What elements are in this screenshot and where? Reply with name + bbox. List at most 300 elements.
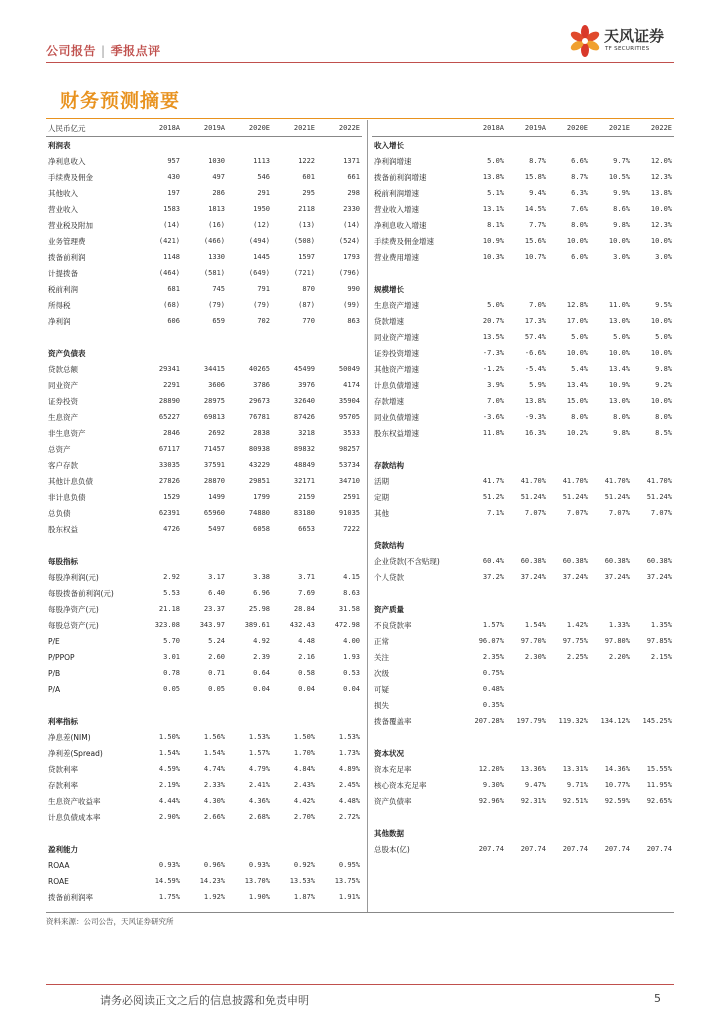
row-value xyxy=(548,809,590,825)
row-value: 97.80% xyxy=(604,637,630,645)
table-row xyxy=(372,489,674,505)
row-value: 2.35% xyxy=(482,653,504,661)
row-value: 207.74 xyxy=(478,845,504,853)
row-value xyxy=(548,457,590,473)
row-value: 0.75% xyxy=(482,669,504,677)
row-value: 28870 xyxy=(203,477,225,485)
row-value: 0.93% xyxy=(158,861,180,869)
row-value xyxy=(548,441,590,457)
row-value xyxy=(317,345,362,361)
row-label: 每股拨备前利润(元) xyxy=(48,588,114,598)
row-value xyxy=(272,553,317,569)
row-value: 1.70% xyxy=(293,749,315,757)
row-value: 432.43 xyxy=(289,621,315,629)
breadcrumb-separator: | xyxy=(101,44,106,58)
row-value: 5.9% xyxy=(529,381,546,389)
row-value: 92.65% xyxy=(646,797,672,805)
year-header: 2022E xyxy=(317,120,362,137)
row-value: 1030 xyxy=(208,157,225,165)
table-row xyxy=(372,329,674,345)
row-value: 1.54% xyxy=(158,749,180,757)
row-value: 76781 xyxy=(248,413,270,421)
row-value xyxy=(506,825,548,841)
column-divider xyxy=(367,120,368,912)
row-value: 1.56% xyxy=(203,733,225,741)
row-value: (421) xyxy=(158,237,180,245)
row-value: 2838 xyxy=(253,429,270,437)
row-value xyxy=(590,665,632,681)
row-value: 37.24% xyxy=(646,573,672,581)
row-value: 389.61 xyxy=(244,621,270,629)
row-value xyxy=(590,441,632,457)
row-value xyxy=(138,697,182,713)
row-value: 97.75% xyxy=(562,637,588,645)
row-value: 9.7% xyxy=(613,157,630,165)
row-value: 14.59% xyxy=(154,877,180,885)
row-value: 2.15% xyxy=(650,653,672,661)
row-value xyxy=(227,345,272,361)
row-value: 12.8% xyxy=(566,301,588,309)
row-value: 7.1% xyxy=(487,509,504,517)
year-header: 2018A xyxy=(138,120,182,137)
table-row xyxy=(46,569,362,585)
row-value xyxy=(632,441,674,457)
row-value: 1950 xyxy=(253,205,270,213)
row-value: 1.75% xyxy=(158,893,180,901)
row-value: 10.7% xyxy=(524,253,546,261)
row-value xyxy=(464,441,506,457)
table-row xyxy=(372,217,674,233)
row-value: 1.57% xyxy=(482,621,504,629)
row-value xyxy=(317,825,362,841)
row-value: 37.24% xyxy=(520,573,546,581)
row-value: 207.74 xyxy=(604,845,630,853)
row-value: (466) xyxy=(203,237,225,245)
row-value: 6.3% xyxy=(571,189,588,197)
row-value: 791 xyxy=(257,285,270,293)
section-heading-row xyxy=(46,553,362,569)
row-value: 62391 xyxy=(158,509,180,517)
row-value: 28890 xyxy=(158,397,180,405)
table-row xyxy=(372,729,674,745)
row-value: 28.84 xyxy=(293,605,315,613)
row-value: 3.38 xyxy=(253,573,270,581)
row-value: 8.7% xyxy=(529,157,546,165)
table-row xyxy=(46,745,362,761)
page-number: 5 xyxy=(654,992,661,1005)
row-value: 207.74 xyxy=(646,845,672,853)
row-value: 197.79% xyxy=(516,717,546,725)
row-value xyxy=(182,713,227,729)
row-value xyxy=(138,137,182,154)
table-row xyxy=(372,521,674,537)
row-value: 51.24% xyxy=(562,493,588,501)
row-value xyxy=(464,521,506,537)
row-value xyxy=(590,697,632,713)
year-header: 2021E xyxy=(272,120,317,137)
row-value: 298 xyxy=(347,189,360,197)
row-value: 89832 xyxy=(293,445,315,453)
row-value: 14.36% xyxy=(604,765,630,773)
row-value: 134.12% xyxy=(600,717,630,725)
row-label: 贷款总额 xyxy=(48,364,78,374)
row-value: 87426 xyxy=(293,413,315,421)
row-value: 2.16 xyxy=(298,653,315,661)
row-label: 证券投资增速 xyxy=(374,348,419,358)
row-value: 13.8% xyxy=(650,189,672,197)
row-value: 343.97 xyxy=(199,621,225,629)
row-value: 1.87% xyxy=(293,893,315,901)
row-value xyxy=(272,537,317,553)
row-value: 702 xyxy=(257,317,270,325)
row-value: 0.71 xyxy=(208,669,225,677)
row-value: 0.58 xyxy=(298,669,315,677)
row-value: 92.51% xyxy=(562,797,588,805)
row-value: 97.70% xyxy=(520,637,546,645)
table-row xyxy=(46,521,362,537)
row-value: 11.95% xyxy=(646,781,672,789)
table-row xyxy=(372,713,674,729)
row-value: 2692 xyxy=(208,429,225,437)
table-row xyxy=(372,681,674,697)
row-value: 33035 xyxy=(158,461,180,469)
row-value xyxy=(590,745,632,761)
row-value: 1799 xyxy=(253,493,270,501)
row-label xyxy=(372,265,464,281)
table-row xyxy=(46,505,362,521)
row-label: 拨备前利润率 xyxy=(48,892,93,902)
row-value: 8.0% xyxy=(571,221,588,229)
row-value: 60.38% xyxy=(646,557,672,565)
row-label xyxy=(372,441,464,457)
row-value: 17.0% xyxy=(566,317,588,325)
row-value xyxy=(506,537,548,553)
row-value: 0.48% xyxy=(482,685,504,693)
row-value: 990 xyxy=(347,285,360,293)
row-label: 同业资产 xyxy=(48,380,78,390)
section-heading: 收入增长 xyxy=(374,140,404,150)
table-row xyxy=(372,841,674,857)
row-value xyxy=(590,265,632,281)
row-value: 41.70% xyxy=(520,477,546,485)
row-value xyxy=(506,745,548,761)
row-value: -5.4% xyxy=(524,365,546,373)
row-value: 10.9% xyxy=(482,237,504,245)
table-row xyxy=(46,457,362,473)
row-value xyxy=(590,681,632,697)
row-value: 4.79% xyxy=(248,765,270,773)
row-value: 5.0% xyxy=(655,333,672,341)
row-value: 1.50% xyxy=(158,733,180,741)
row-label: 总股本(亿) xyxy=(374,844,410,854)
row-value: (464) xyxy=(158,269,180,277)
source-note: 资料来源：公司公告，天风证券研究所 xyxy=(46,917,174,926)
row-value: 2.41% xyxy=(248,781,270,789)
row-value: 95705 xyxy=(338,413,360,421)
row-value xyxy=(506,457,548,473)
row-value xyxy=(632,265,674,281)
table-row xyxy=(46,697,362,713)
table-row xyxy=(372,297,674,313)
section-heading: 盈利能力 xyxy=(48,844,78,854)
row-value: 323.08 xyxy=(154,621,180,629)
row-value: 119.32% xyxy=(558,717,588,725)
row-value xyxy=(590,521,632,537)
row-value xyxy=(227,713,272,729)
row-value: 10.0% xyxy=(650,397,672,405)
row-value: 13.5% xyxy=(482,333,504,341)
row-value: 0.04 xyxy=(343,685,360,693)
row-value: 13.53% xyxy=(289,877,315,885)
row-value xyxy=(317,841,362,857)
row-value: (16) xyxy=(208,221,225,229)
row-value xyxy=(632,665,674,681)
row-value: 1330 xyxy=(208,253,225,261)
row-value: (494) xyxy=(248,237,270,245)
table-row xyxy=(46,297,362,313)
table-row xyxy=(46,665,362,681)
row-value: 1597 xyxy=(298,253,315,261)
row-value: -9.3% xyxy=(524,413,546,421)
row-value: 4.84% xyxy=(293,765,315,773)
row-label: 其他 xyxy=(374,508,389,518)
row-value xyxy=(548,281,590,297)
table-row xyxy=(46,393,362,409)
row-value: 1.42% xyxy=(566,621,588,629)
year-header: 2021E xyxy=(590,120,632,137)
row-value: 2.25% xyxy=(566,653,588,661)
row-label: 拨备前利润 xyxy=(48,252,86,262)
row-value xyxy=(506,729,548,745)
table-row xyxy=(46,777,362,793)
row-label: 每股总资产(元) xyxy=(48,620,99,630)
row-value: 197 xyxy=(167,189,180,197)
row-value xyxy=(548,729,590,745)
row-label: 同业负债增速 xyxy=(374,412,419,422)
row-value: 2.43% xyxy=(293,781,315,789)
row-value: 97.85% xyxy=(646,637,672,645)
row-value: 1.90% xyxy=(248,893,270,901)
row-value: 745 xyxy=(212,285,225,293)
row-label: 资本充足率 xyxy=(374,764,412,774)
row-value xyxy=(590,457,632,473)
table-row xyxy=(372,185,674,201)
row-value: 1.35% xyxy=(650,621,672,629)
row-value xyxy=(272,345,317,361)
row-label: 同业资产增速 xyxy=(374,332,419,342)
row-value: 0.05 xyxy=(163,685,180,693)
row-value: 6653 xyxy=(298,525,315,533)
section-heading: 利率指标 xyxy=(48,716,78,726)
row-value: 60.4% xyxy=(482,557,504,565)
row-value: -6.6% xyxy=(524,349,546,357)
row-value xyxy=(590,537,632,553)
row-value: 3.0% xyxy=(655,253,672,261)
row-value: 5.0% xyxy=(487,301,504,309)
row-value: 3.71 xyxy=(298,573,315,581)
row-label: P/B xyxy=(48,668,61,678)
row-value: 51.24% xyxy=(646,493,672,501)
row-value: 14.23% xyxy=(199,877,225,885)
row-value: 10.0% xyxy=(566,237,588,245)
row-label: 非生息资产 xyxy=(48,428,86,438)
row-label: 股东权益增速 xyxy=(374,428,419,438)
row-value xyxy=(272,329,317,345)
row-value xyxy=(138,329,182,345)
section-heading: 存款结构 xyxy=(374,460,404,470)
row-value: (524) xyxy=(338,237,360,245)
row-value: 3.9% xyxy=(487,381,504,389)
table-row xyxy=(46,473,362,489)
section-heading-row xyxy=(46,841,362,857)
row-value: 4.74% xyxy=(203,765,225,773)
row-label: 营业收入增速 xyxy=(374,204,419,214)
row-value xyxy=(506,265,548,281)
row-label xyxy=(372,521,464,537)
row-label: 可疑 xyxy=(374,684,389,694)
row-value: 10.0% xyxy=(650,317,672,325)
row-value xyxy=(632,745,674,761)
financial-table-left xyxy=(46,120,362,905)
row-value: 601 xyxy=(302,173,315,181)
row-value xyxy=(632,729,674,745)
table-row xyxy=(46,889,362,905)
row-label: 每股净资产(元) xyxy=(48,604,99,614)
row-value: 1.33% xyxy=(608,621,630,629)
row-value xyxy=(464,585,506,601)
row-value: 3.01 xyxy=(163,653,180,661)
row-value: 51.24% xyxy=(520,493,546,501)
row-label: 业务管理费 xyxy=(48,236,86,246)
row-value: 10.2% xyxy=(566,429,588,437)
row-label: 存款增速 xyxy=(374,396,404,406)
row-value: 661 xyxy=(347,173,360,181)
section-heading-row xyxy=(372,137,674,154)
row-value: 497 xyxy=(212,173,225,181)
row-value: 9.8% xyxy=(655,365,672,373)
row-value: 34415 xyxy=(203,365,225,373)
row-value xyxy=(548,745,590,761)
row-value xyxy=(272,825,317,841)
row-value: (14) xyxy=(343,221,360,229)
row-value xyxy=(272,713,317,729)
row-value: 60.38% xyxy=(562,557,588,565)
row-value xyxy=(548,681,590,697)
row-value: 7.7% xyxy=(529,221,546,229)
row-value xyxy=(590,601,632,617)
row-value: 1813 xyxy=(208,205,225,213)
row-value: 6.40 xyxy=(208,589,225,597)
row-value: 41.70% xyxy=(604,477,630,485)
section-heading: 资本状况 xyxy=(374,748,404,758)
section-heading: 资产质量 xyxy=(374,604,404,614)
row-label: 所得税 xyxy=(48,300,71,310)
row-label: 税前利润增速 xyxy=(374,188,419,198)
table-row xyxy=(372,505,674,521)
section-heading-row xyxy=(372,537,674,553)
row-value: 0.05 xyxy=(208,685,225,693)
table-row xyxy=(46,361,362,377)
row-label xyxy=(46,825,138,841)
row-value: 0.93% xyxy=(248,861,270,869)
row-value: 2.39 xyxy=(253,653,270,661)
table-row xyxy=(46,633,362,649)
row-value: 8.1% xyxy=(487,221,504,229)
row-value: 2846 xyxy=(163,429,180,437)
row-label: 次级 xyxy=(374,668,389,678)
row-label: 定期 xyxy=(374,492,389,502)
report-type-breadcrumb xyxy=(46,42,161,59)
row-value: 0.64 xyxy=(253,669,270,677)
row-value: 0.53 xyxy=(343,669,360,677)
row-value xyxy=(632,681,674,697)
row-value xyxy=(138,841,182,857)
row-value: 7.0% xyxy=(487,397,504,405)
row-value xyxy=(548,585,590,601)
table-row xyxy=(46,281,362,297)
row-value: 41.70% xyxy=(562,477,588,485)
table-row xyxy=(372,585,674,601)
table-row xyxy=(372,777,674,793)
row-value: 957 xyxy=(167,157,180,165)
row-value: 37.24% xyxy=(604,573,630,581)
row-value: 659 xyxy=(212,317,225,325)
table-row xyxy=(372,633,674,649)
row-value: 37.2% xyxy=(482,573,504,581)
row-value: 37.24% xyxy=(562,573,588,581)
row-value: (649) xyxy=(248,269,270,277)
row-value: 7.69 xyxy=(298,589,315,597)
row-value xyxy=(590,809,632,825)
row-value: 2.92 xyxy=(163,573,180,581)
row-value xyxy=(548,825,590,841)
row-value xyxy=(182,137,227,154)
row-label: 营业费用增速 xyxy=(374,252,419,262)
row-value: (796) xyxy=(338,269,360,277)
row-label xyxy=(46,537,138,553)
row-value xyxy=(182,697,227,713)
table-row xyxy=(372,569,674,585)
row-value: 2291 xyxy=(163,381,180,389)
row-value xyxy=(138,825,182,841)
row-value xyxy=(138,713,182,729)
row-value xyxy=(182,537,227,553)
row-label: 拨备覆盖率 xyxy=(374,716,412,726)
year-header: 2019A xyxy=(182,120,227,137)
row-value: 2.20% xyxy=(608,653,630,661)
row-value: 32640 xyxy=(293,397,315,405)
row-value: -1.2% xyxy=(482,365,504,373)
row-value: 0.04 xyxy=(298,685,315,693)
table-row xyxy=(46,265,362,281)
row-value: 0.35% xyxy=(482,701,504,709)
row-value: 12.0% xyxy=(650,157,672,165)
row-value: 1.53% xyxy=(338,733,360,741)
row-value: 10.0% xyxy=(650,349,672,357)
row-value xyxy=(464,745,506,761)
row-value: 9.2% xyxy=(655,381,672,389)
row-label: 客户存款 xyxy=(48,460,78,470)
row-value: 2.33% xyxy=(203,781,225,789)
row-value: 9.9% xyxy=(613,189,630,197)
row-value: (99) xyxy=(343,301,360,309)
row-value: 291 xyxy=(257,189,270,197)
row-value: 14.5% xyxy=(524,205,546,213)
row-label xyxy=(372,585,464,601)
row-value: 4.92 xyxy=(253,637,270,645)
row-label: 净利差(Spread) xyxy=(48,748,103,758)
table-row xyxy=(372,361,674,377)
